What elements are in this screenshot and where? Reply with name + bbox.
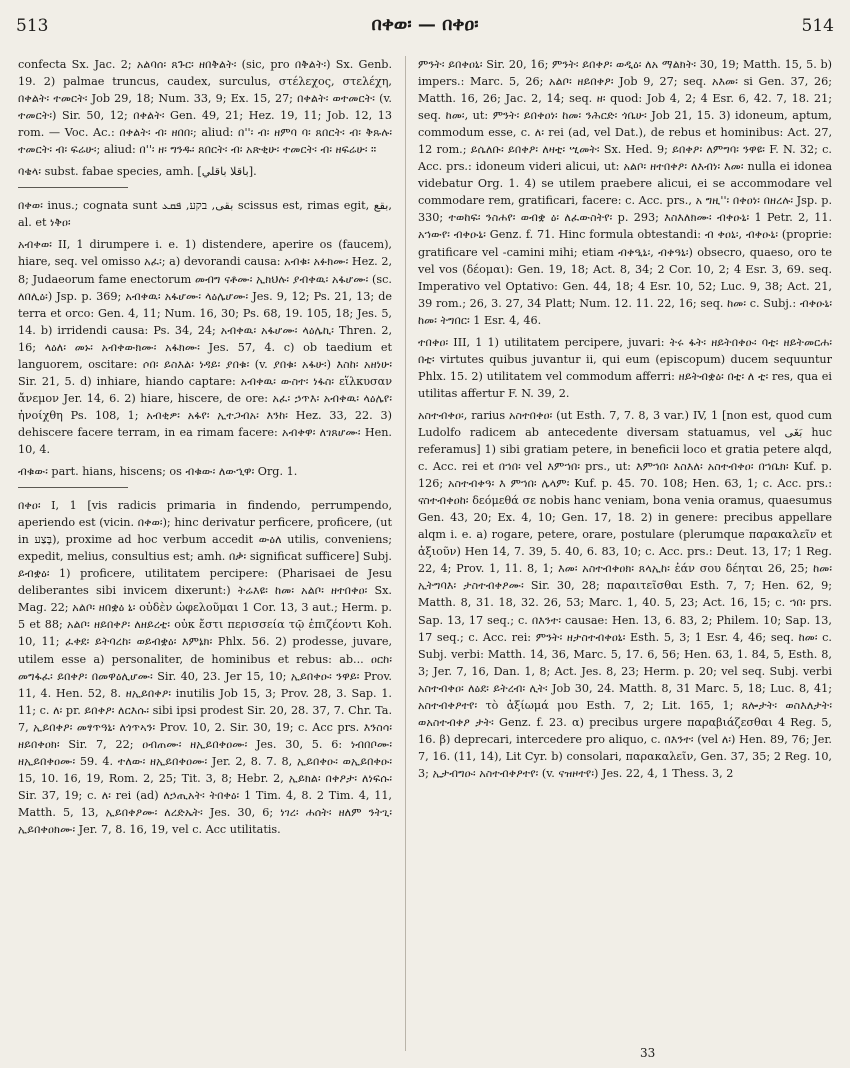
dictionary-entry: አስተብቀዐ፡, rarius አስተበቀዐ፡ (ut Esth. 7, 7. 8, 3 var.) IV, 1 [non est, quod cum Ludolfo radicem ab antecedente diversam statuamus, vel بَغَى huc referamus] 1) sibi gratiam petere, in beneficii loco et gratia petere alqd, c. Acc. rei et በኀበ፡ vel እምኀበ፡ prs., ut: እምኀበ፡ እስእለ፡ አስተብቀዐ፡ በኀቤክ፡ Kuf. p. 126; አስተብቀዓ፡ እ ምኀበ፡ ሌላም፡ Kuf. p. 45. 70. 108; Hen. 63, 1; c. Acc. prs.: ናስተብቀዐከ፡ δεόμεθά σε nobis hanc veniam, bona venia oramus, quaesumus Gen. 43, 20; Ex. 4, 10; Gen. 17, 18. 2) in genere: precibus appellare alqm i. e. a) rogare, petere, orare, postulare (plerumque παρακαλεῖν et ἀξιοῦν) Hen 14, 7. 39, 5. 40, 6. 83, 10; c. Acc. prs.: Deut. 13, 17; 1 Reg. 22, 4; Prov. 1, 11. 8, 1; እመ፡ አስተብቀዐክ፡ ጸላኢከ፡ ἐάν σου δέηται 26, 25; ከመ፡ ኢትግባእ፡ ታስተብቀዖሙ፡ Sir. 30, 28; παραιτεῖσθαι Esth. 7, 7; Hen. 62, 9; Matth. 8, 31. 18, 32. 26, 53; Marc. 1, 40. 5, 23; Act. 16, 15; c. ኀበ፡ prs. Sap. 13, 17 seq.; c. በእንተ፡ causae: Hen. 13, 6. 83, 2; Philem. 10; Sap. 13, 17 seq.; c. Acc. rei: ምንት፡ ዘታስተብቀዐኒ፡ Esth. 5, 3; 1 Esr. 4, 46; seq. ከመ፡ c. Subj. verbi: Matth. 14, 36, Marc. 5, 17. 6, 56; Hen. 63, 1. 84, 5, Esth. 8, 3; Jer. 7, 16, Dan. 1, 8; Act. Jes. 8, 23; Herm. p. 20; vel seq. Subj. verbi አስተብቀዐ፡ ለዕደ፡ ይትረብ፡ ሊት፡ Job 30, 24. Matth. 8, 31 Marc. 5, 18; Luc. 8, 41; አስተብቀዖተየ፡ τὸ ἀξίωμά μου Esth. 7, 2; Lit. 165, 1; ጸሎታት፡ ወስእለታት፡ ወአስተብቀዖ ታት፡ Genz. f. 23. α) precibus urgere παραβιάζεσθαι 4 Reg. 5, 16. β) deprecari, intercedere pro aliquo, c. በእንተ፡ (vel ለ፡) Hen. 89, 76; Jer. 7, 16. (11, 14), Lit Cyr. b) consolari, παρακαλεῖν, Gen. 37, 35; 2 Reg. 10, 3; ኢታብግዑ፡ አስተብቀዖተየ፡ (v. ናዝዞተየ፡) Jes. 22, 4, 1 Thess. 3, 2 [418, 408, 832, 780]
dictionary-entry: ምንት፡ ይበቀዐኒ፡ Sir. 20, 16; ምንት፡ ይበቀዖ፡ ወዲዕ፡ ለአ ማልክት፡ 30, 19; Matth. 15, 5. b) impers.: Marc. 5, 26; አልቦ፡ ዘይበቀዖ፡ Job 9, 27; seq. አእመ፡ si Gen. 37, 26; Matth. 16, 26; Jac. 2, 14; seq. ዘ፡ quod: Job 4, 2; 4 Esr. 6, 42. 7, 18. 21; seq. ከመ፡, ut: ምንት፡ ይበቀዐነ፡ ከመ፡ ንሕርድ፡ ጎቤሁ፡ Job 21, 15. 3) idoneum, aptum, commodum esse, c. ለ፡ rei (ad, vel Dat.), de rebus et hominibus: Act. 27, 12 rom.; ይሴለቡ፡ ይበቀዖ፡ ለዛቲ፡ ሢመት፡ Sx. Hed. 9; ይበቀዖ፡ ለምግባ፡ ንዋዩ፡ F. N. 32; c. Acc. prs.: idoneum videri alicui, ut: አልቦ፡ ዘተበቀዖ፡ ለእብነ፡ እመ፡ nulla ei idonea videbatur Org. 1. 4) se utilem praebere alicui, ei se accommodare vel commodare rem, gratificari, facere: c. Acc. prs., አ ግዚ''፡ በቀዐነ፡ በዘረሉ፡ Jsp. p. 330; ተወከፍ፡ ንስሐየ፡ ወብቋ ዕ፡ ለፈውስትየ፡ p. 293; እስእለክሙ፡ ብቀዑኒ፡ 1 Petr. 2, 11. አኀውየ፡ ብቀዑኒ፡ Genz. f. 71. Hinc formula obtestandi: ብ ቀዐኒ፡, ብቀዑኒ፡ (proprie: gratificare vel -camini mihi; etiam ብቀዒኒ፡, ብቀዓኒ፡) obsecro, quaeso, oro te vel vos (δέομαι): Gen. 19, 18; Act. 8, 34; 2 Cor. 10, 2; 4 Esr. 3, 69. seq. Imperativo vel Optativo: Gen. 44, 18; 4 Esr. 10, 52; Luc. 9, 38; Act. 21, 39 rom.; 26, 3. 27, 34 Platt; Num. 12. 11. 22, 16; seq. ከመ፡ c. Subj.: ብቀዑኒ፡ ከመ፡ ትግበር፡ 1 Esr. 4, 46. [418, 58, 832, 327]
running-title: በቀወ፡ — በቀዐ፡ [371, 14, 479, 35]
page-header [16, 12, 834, 40]
section-separator [18, 487, 128, 488]
dictionary-entry: ብቁው፡ part. hians, hiscens; os ብቁው፡ ለውኂዋ፡ Org. 1. [18, 465, 298, 479]
column-divider [405, 56, 406, 1051]
dictionary-entry: confecta Sx. Jac. 2; አልባሰ፡ ጸጉር፡ ዘበቅልት፡ (sic, pro በቅልት፡) Sx. Genb. 19. 2) palmae truncus, caudex, surculus, στέλεχος, στελέχη, በቀልት፡ ተመርት፡ Job 29, 18; Num. 33, 9; Ex. 15, 27; በቀልት፡ ወተመርት፡ (v. ተመርት፡) Sir. 50, 12; በቀልት፡ Gen. 49, 21; Hez. 19, 11; Job. 12, 13 rom. — Voc. Ac.: በቀልት፡ ብ፡ ዘበበ፡; aliud: በ''፡ ብ፡ ዘምባ ባ፡ ጸበርት፡ ብ፡ ቅጹሉ፡ ተመርት፡ ብ፡ ፍሬሁ፡; aliud: በ''፡ ዘ፡ ግንዱ፡ ጸበርት፡ ብ፡ አጽቂሁ፡ ተመርት፡ ብ፡ ዘፍሬሁ፡ ። [18, 58, 392, 157]
dictionary-entry: በቀወ፡ inus.; cognata sunt بقى, בקע, ܦܩܥ scissus est, rimas egit, بقع, al. et ነቅዐ፡ [18, 199, 392, 230]
dictionary-entry: በቀዐ፡ I, 1 [vis radicis primaria in findendo, perrumpendo, aperiendo est (vicin. በቀወ፡); hinc derivatur perficere, proficere, (ut in בָּצַע), proxime ad hoc verbum accedit ውዕለ utilis, conveniens; expedit, melius, consultius est; amh. በቃ፡ significat sufficere] Subj. ይብቋዕ፡ 1) proficere, utilitatem percipere: (Pharisaei de Jesu deliberantes sibi invicem dixerunt:) ትሬእዩ፡ ከመ፡ አልቦ፡ ዘተበቀዐ፡ Sx. Mag. 22; አልቦ፡ ዘበቋዕ ኒ፡ οὐδὲν ὠφελοῦμαι 1 Cor. 13, 3 aut.; Herm. p. 5 et 88; አልቦ፡ ዘይበቀዖ፡ ለዘይረቲ፡ οὐκ ἔστι περισσεία τῷ ἐπιζέοντι Koh. 10, 11; ፈቀደ፡ ይትባረከ፡ ወይብቋዕ፡ እምኔክ፡ Phlx. 56. 2) prodesse, juvare, utilem esse a) personaliter, de hominibus et rebus: ab... ዐርከ፡ መግፋፈ፡ ይበቀዖ፡ በመዋዕሊሆሙ፡ Sir. 40, 23. Jer 15, 10; ኢይበቀዑ፡ ንዋይ፡ Prov. 11, 4. Hen. 52, 8. ዘኢይበቀዖ፡ inutilis Job 15, 3; Prov. 28, 3. Sap. 1. 11; c. ለ፡ pr. ይበቀዖ፡ ለርእሱ፡ sibi ipsi prodest Sir. 20, 28. 37, 7. Chr. Ta. 7, ኢይበቀዖ፡ መፃጥዓኒ፡ ለጎጥኣን፡ Prov. 10, 2. Sir. 30, 19; c. Acc prs. እንስሳ፡ ዘይበቀዐክ፡ Sir. 7, 22; ዐብጠሙ፡ ዘኢይበቀዐሙ፡ Jes. 30, 5. 6: ነብበቦሙ፡ ዘኢይበቀዐሙ፡ 59. 4. ተለው፡ ዘኢይበቀዐሙ፡ Jer. 2, 8. 7. 8, ኢይበቀዑ፡ ወኢይበቀዑ፡ 15, 10. 16, 19, Rom. 2, 25; Tit. 3, 8; Hebr. 2, ኢይክል፡ በቀዖታ፡ ለነፍሱ፡ Sir. 37, 19; c. ለ፡ rei (ad) ለኃጢአት፡ ትበቀዕ፡ 1 Tim. 4, 8. 2 Tim. 4, 11, Matth. 5, 13, ኢይበቀዖሙ፡ ለረድኤት፡ Jes. 30, 6; ነገረ፡ ሐሰት፡ ዘለም ንትጊ፡ ኢይበቀዐክሙ፡ Jer. 7, 8. 16, 19, vel c. Acc utilitatis. [18, 499, 392, 836]
page-number-right: 514 [801, 16, 834, 36]
dictionary-entry: አብቀወ፡ II, 1 dirumpere i. e. 1) distendere, aperire os (faucem), hiare, seq. vel omisso አፈ፡; a) devorandi causa: አብቁ፡ አፉክሙ፡ Hez. 2, 8; Judaeorum fame enectorum መብግ ናቶሙ፡ ኢክህሉ፡ ያብቀዉ፡ አፋሆሙ፡ (sc. ለበሊዕ፡) Jsp. p. 369; አብቀዉ፡ አፋሆሙ፡ ላዕሌሆሙ፡ Jes. 9, 12; Ps. 21, 13; de terra et orco: Gen. 4, 11; Num. 16, 30; Ps. 68, 19. 105, 18; Jes. 5, 14. b) irridendi causa: Ps. 34, 24; አብቀዉ፡ አፋሆሙ፡ ላዕሌኪ፡ Thren. 2, 16; ላዕለ፡ መኑ፡ አብቀውክሙ፡ አፋክሙ፡ Jes. 57, 4. c) ob taedium et languorem, oscitare: ሶበ፡ ይስእል፡ ነዳይ፡ ያበቁ፡ (v. ያበቁ፡ አፋሁ፡) እስከ፡ አዘነሁ፡ Sir. 21, 5. d) inhiare, hiando captare: አብቀዉ፡ ውስተ፡ ነፋስ፡ εἵλκυσαν ἄνεμον Jer. 14, 6. 2) hiare, hiscere, de ore: አፈ፡ ኃጥእ፡ አብቀዉ፡ ላዕሌየ፡ ἠνοίχθη Ps. 108, 1; አብቂዎ፡ አፋየ፡ ኢተጋብአ፡ እንከ፡ Hez. 33, 22. 3) dehiscere facere terram, in ea rimam facere: አብቀዋ፡ ለገጸሆሙ፡ Hen. 10, 4. [18, 238, 392, 456]
dictionary-entry: ባቄላ፡ subst. fabae species, amh. [باقلا باقلي]. [18, 165, 257, 179]
page-number-left: 513 [16, 16, 49, 36]
left-column [18, 56, 392, 838]
dictionary-entry: ተበቀዐ፡ III, 1 1) utilitatem percipere, juvari: ትሩ ፋት፡ ዘይትበቀዑ፡ ባቲ፡ ዘይትመርሐ፡ በቲ፡ virtutes quibus juvantur ii, qui eum (episcopum) ducem sequuntur Phlx. 15. 2) utilitatem vel commodum afferri: ዘይትብቋዕ፡ በቲ፡ ለ ቲ፡ res, qua ei utilitas affertur F. N. 39, 2. [418, 335, 832, 400]
signature-mark: 33 [640, 1046, 656, 1060]
section-separator [18, 187, 128, 188]
right-column [418, 56, 832, 782]
